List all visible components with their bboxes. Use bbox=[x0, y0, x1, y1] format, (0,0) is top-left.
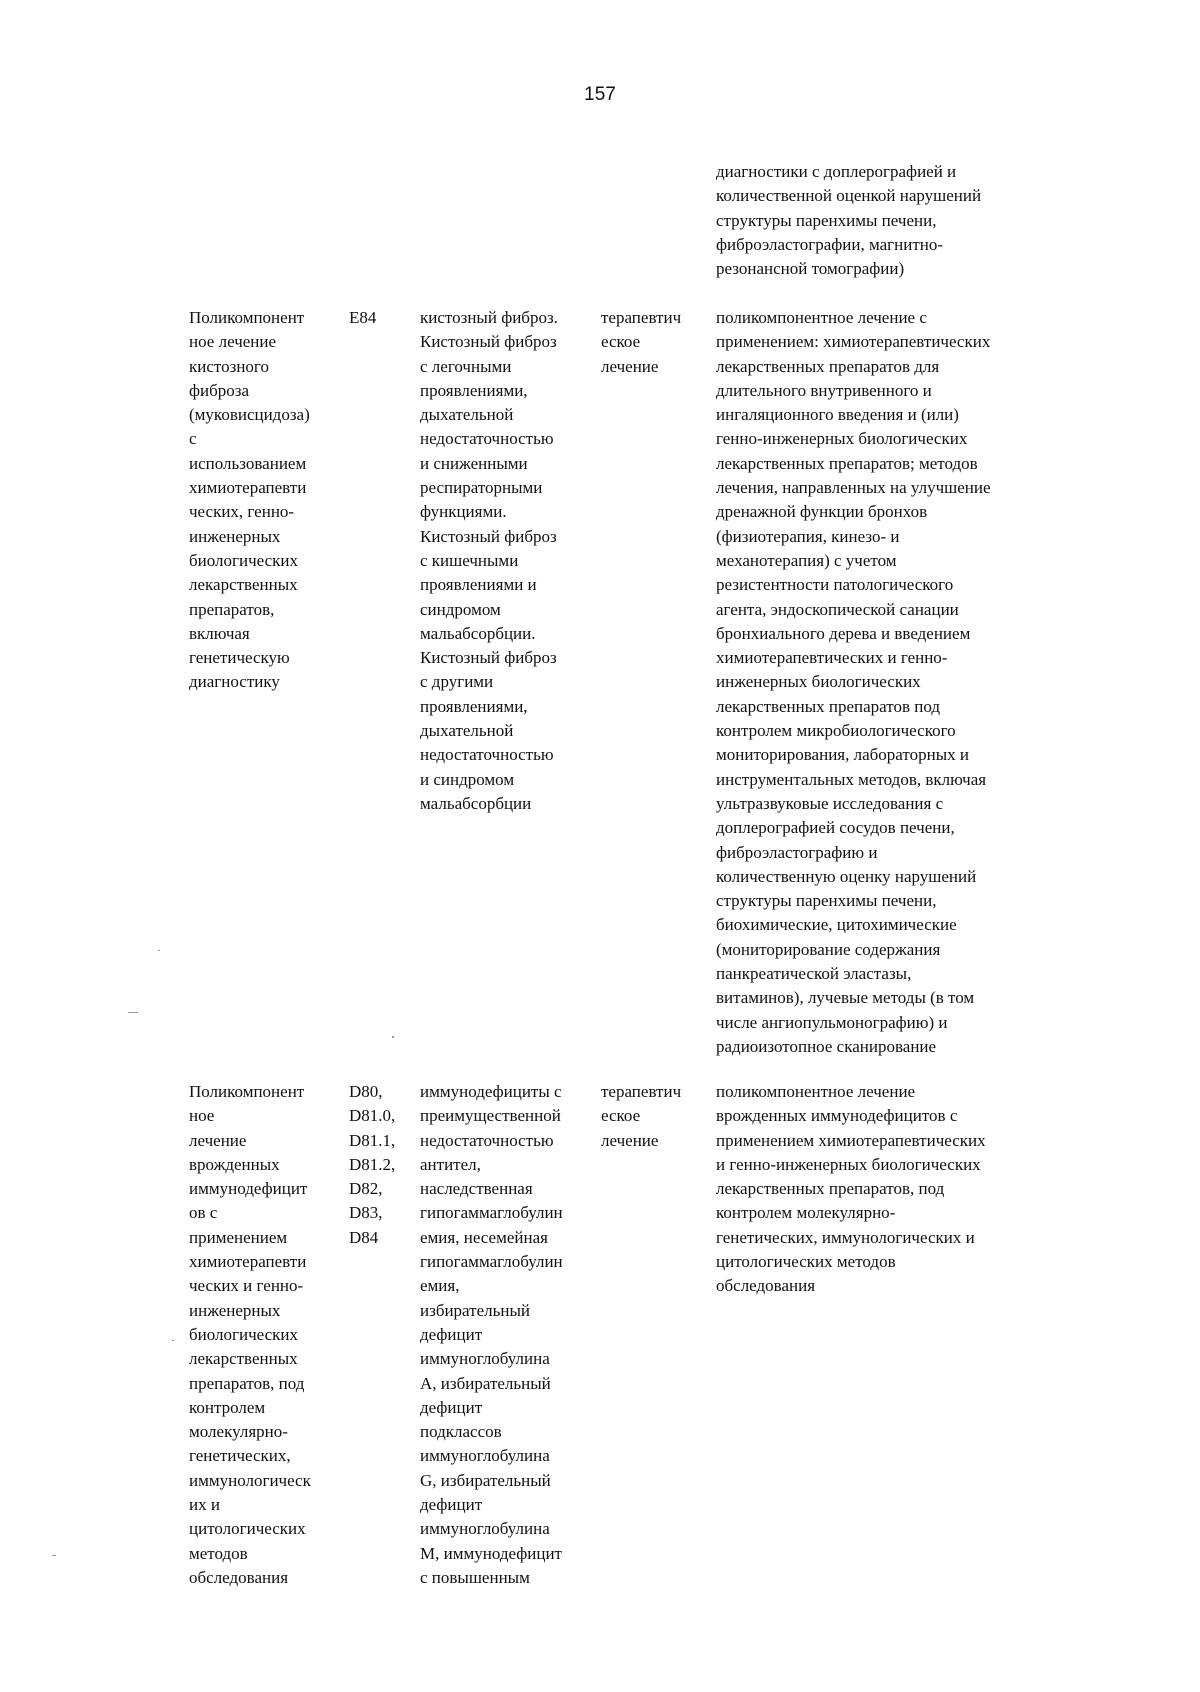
scan-speck bbox=[158, 950, 160, 951]
row2-diagnosis: иммунодефициты с преимущественной недостаточностью антител, наследственная гипогаммаглобулин емия, несемейная гипогаммаглобулин емия, избирательный дефицит иммуноглобулина A, избирательный дефицит подклассов иммуноглобулина G, избирательный дефицит иммуноглобулина M, иммунодефицит с повышенным bbox=[420, 1082, 563, 1587]
scan-speck bbox=[128, 1012, 138, 1013]
row2-icd-codes: D80, D81.0, D81.1, D81.2, D82, D83, D84 bbox=[349, 1082, 396, 1247]
row2-treatment-name: Поликомпонент ное лечение врожденных иммунодефицит ов с применением химиотерапевти ческих и генно- инженерных биологических лекарственных препаратов, под контролем молекулярно- генетических, иммунологическ их и цитологических методов обследования bbox=[189, 1082, 311, 1587]
row1-treatment-name: Поликомпонент ное лечение кистозного фиброза (муковисцидоза) с использованием химиотерапевти ческих, генно- инженерных биологических лекарственных препаратов, включая генетическую диагностику bbox=[189, 308, 310, 692]
page-number: 157 bbox=[584, 84, 616, 105]
row1-method: поликомпонентное лечение с применением: химиотерапевтических лекарственных препаратов для длительного внутривенного и ингаляционного введения и (или) генно-инженерных биологических лекарственных препаратов; методов лечения, направленных на улучшение дренажной функции бронхов (физиотерапия, кинезо- и механотерапия) с учетом резистентности патологического агента, эндоскопической санации бронхиального дерева и введением химиотерапевтических и генно- инженерных биологических лекарственных препаратов под контролем микробиологического мониторирования, лабораторных и инструментальных методов, включая ультразвуковые исследования с доплерографией сосудов печени, фиброэластографию и количественную оценку нарушений структуры паренхимы печени, биохимические, цитохимические (мониторирование содержания панкреатической эластазы, витаминов), лучевые методы (в том числе ангиопульмонографию) и радиоизотопное сканирование bbox=[716, 308, 991, 1056]
row1-diagnosis: кистозный фиброз. Кистозный фиброз с легочными проявлениями, дыхательной недостаточностью и сниженными респираторными функциями. Кистозный фиброз с кишечными проявлениями и синдромом мальабсорбции. Кистозный фиброз с другими проявлениями, дыхательной недостаточностью и синдромом мальабсорбции bbox=[420, 308, 558, 813]
scan-speck bbox=[52, 1555, 56, 1556]
row2-treatment-type: терапевтич еское лечение bbox=[601, 1082, 682, 1150]
row2-method: поликомпонентное лечение врожденных иммунодефицитов с применением химиотерапевтических и генно-инженерных биологических лекарственных препаратов, под контролем молекулярно- генетических, иммунологических и цитологических методов обследования bbox=[716, 1082, 986, 1296]
scan-speck bbox=[392, 1036, 394, 1038]
scan-speck bbox=[172, 1340, 174, 1341]
row1-icd-codes: E84 bbox=[349, 308, 377, 327]
continued-method-cell: диагностики с доплерографией и количественной оценкой нарушений структуры паренхимы печени, фиброэластографии, магнитно- резонансной томографии) bbox=[716, 162, 982, 279]
row1-treatment-type: терапевтич еское лечение bbox=[601, 308, 682, 376]
